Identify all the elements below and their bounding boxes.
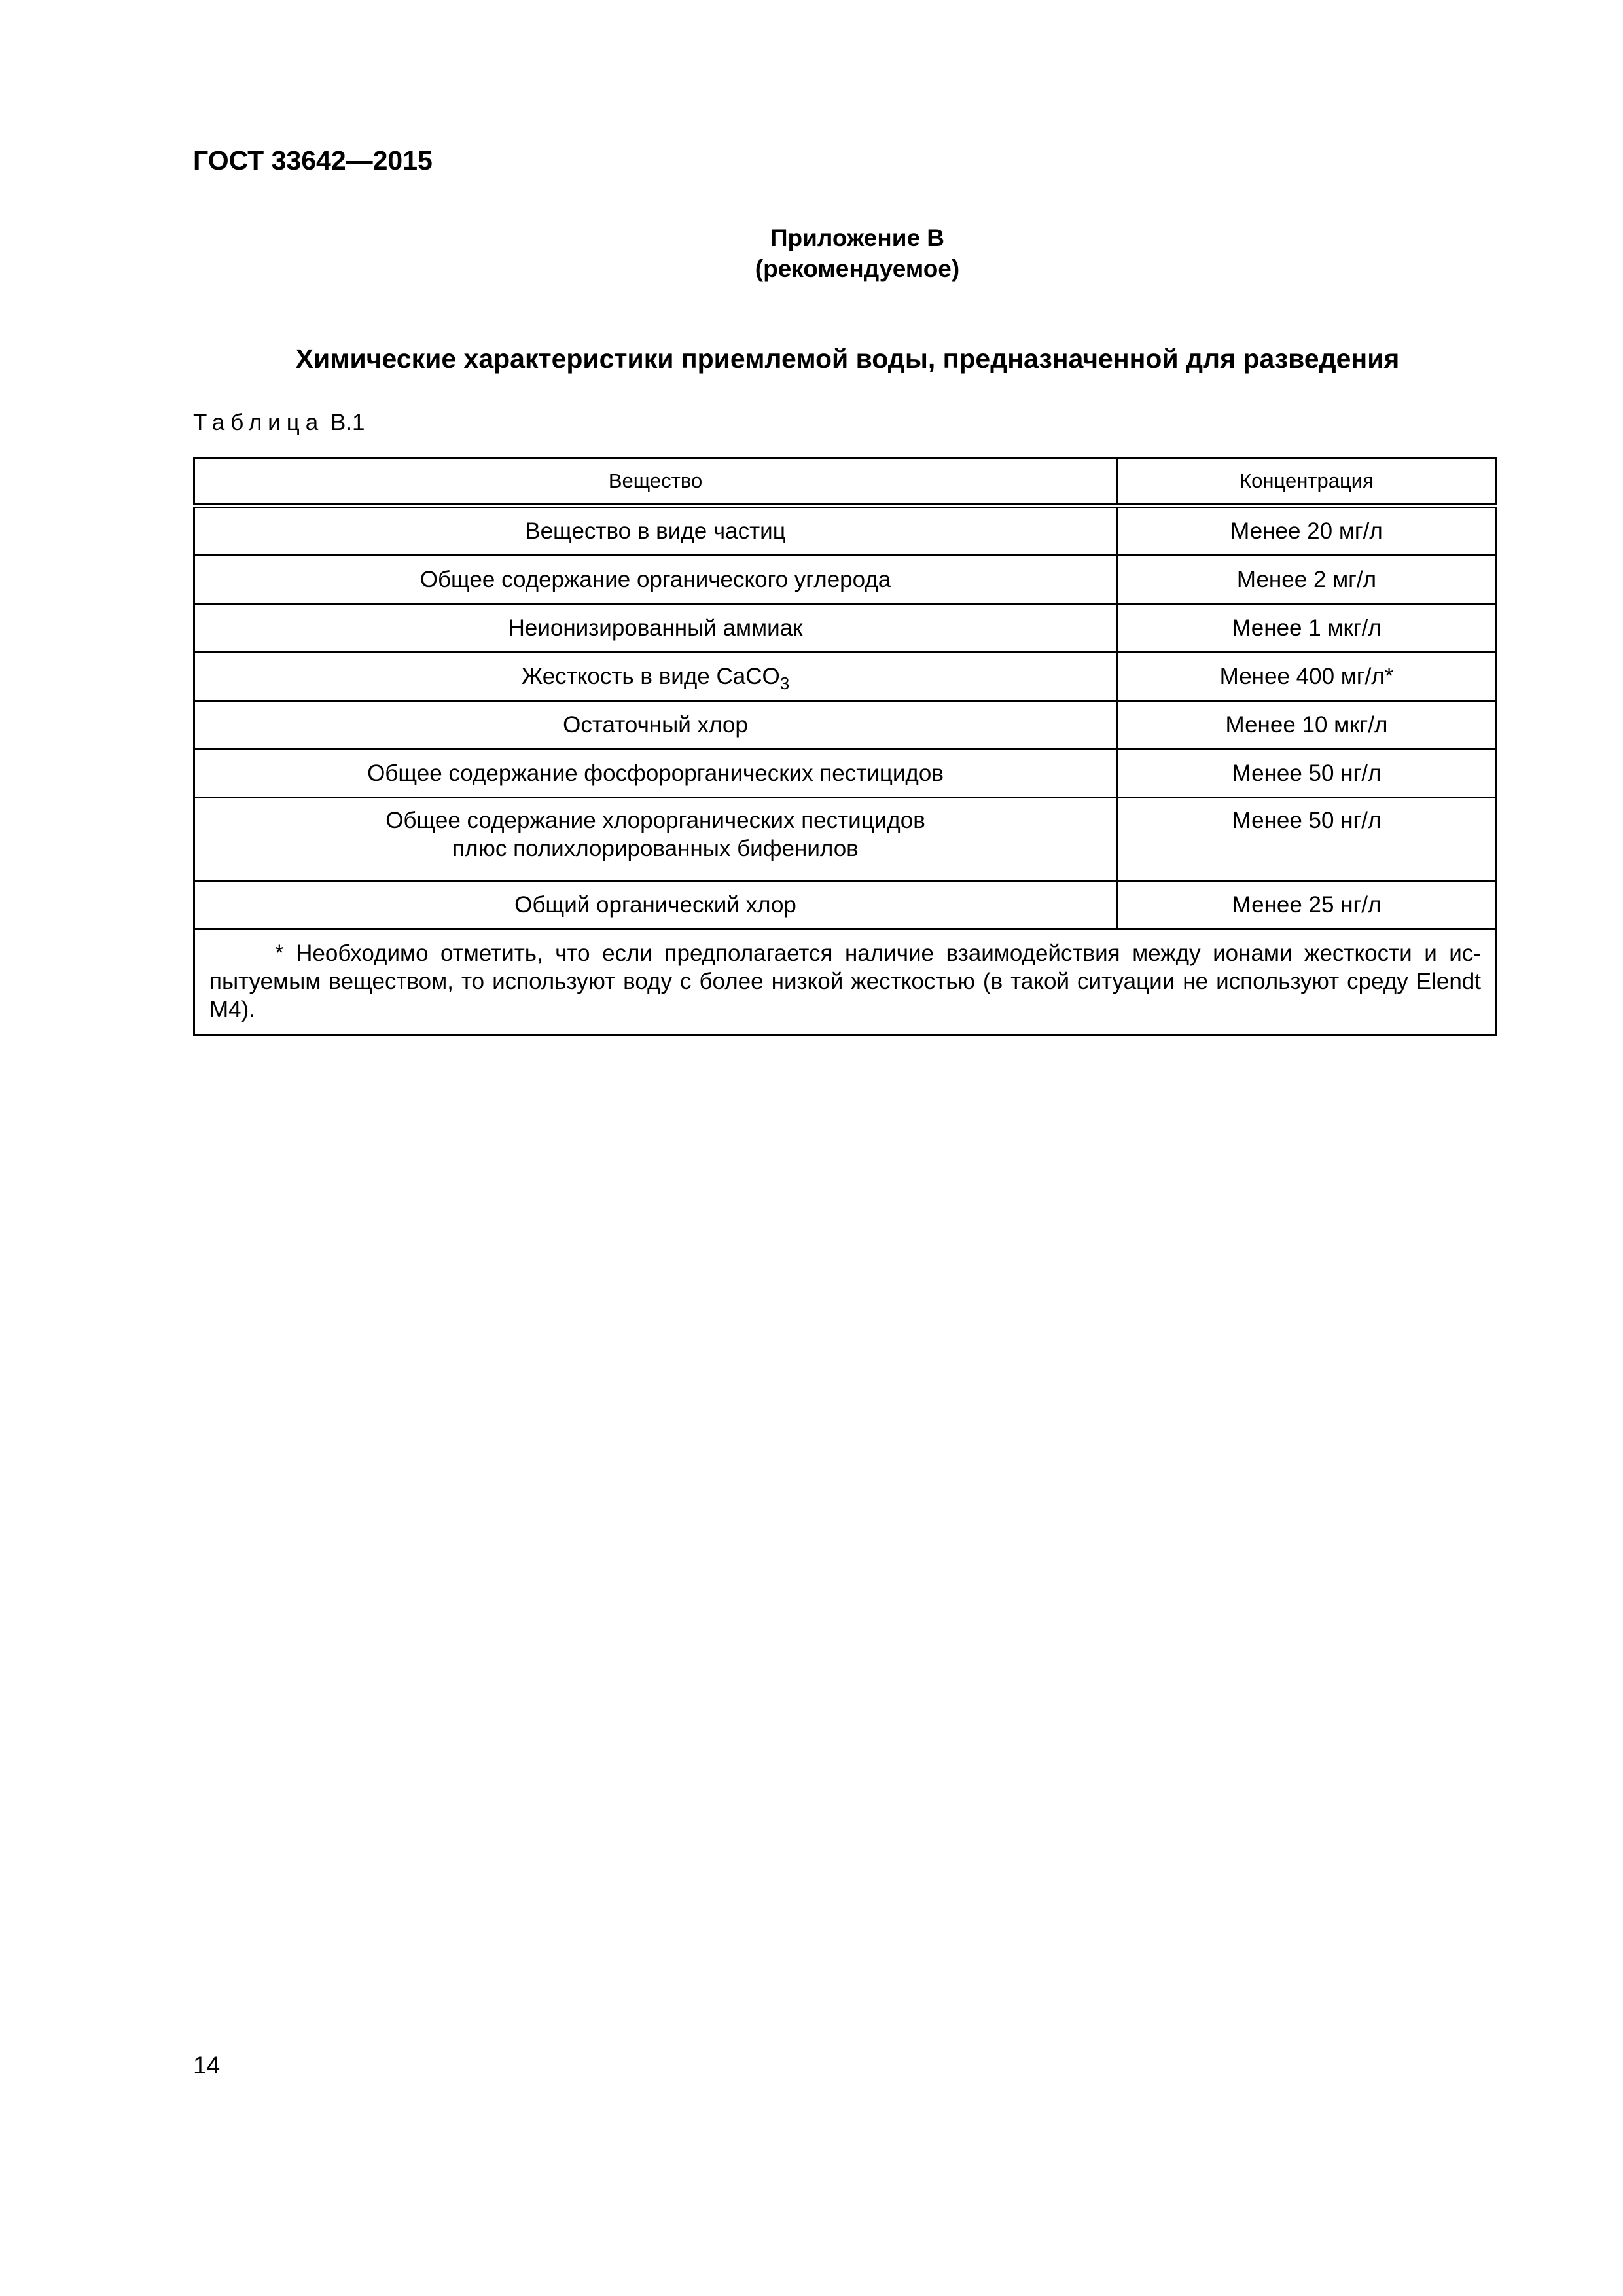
table-label-word: Таблица bbox=[193, 410, 325, 435]
cell-substance: Вещество в виде частиц bbox=[194, 506, 1117, 556]
cell-substance: Общий органический хлор bbox=[194, 881, 1117, 929]
table-footnote-row bbox=[194, 929, 1497, 1035]
table-row bbox=[194, 881, 1497, 929]
table-row bbox=[194, 653, 1497, 701]
appendix-name: Приложение В bbox=[770, 224, 945, 251]
subscript-3: 3 bbox=[779, 673, 790, 693]
table-header-row bbox=[194, 458, 1497, 506]
cell-concentration: Менее 2 мг/л bbox=[1117, 556, 1497, 604]
cell-concentration: Менее 20 мг/л bbox=[1117, 506, 1497, 556]
cell-concentration: Менее 50 нг/л bbox=[1117, 749, 1497, 798]
cell-substance: Общее содержание фосфорорганических пестицидов bbox=[194, 749, 1117, 798]
table-row bbox=[194, 506, 1497, 556]
cell-substance: Остаточный хлор bbox=[194, 701, 1117, 749]
appendix-heading bbox=[681, 223, 1034, 284]
appendix-status: (рекомендуемое) bbox=[755, 255, 960, 282]
header-concentration: Концентрация bbox=[1117, 458, 1497, 506]
table-row bbox=[194, 701, 1497, 749]
table-row bbox=[194, 798, 1497, 881]
cell-substance-line-2: плюс полихлорированных бифенилов bbox=[452, 836, 859, 861]
cell-substance: Общее содержание органического углерода bbox=[194, 556, 1117, 604]
table-label-number: В.1 bbox=[330, 410, 365, 435]
table-footnote bbox=[194, 929, 1497, 1035]
cell-concentration: Менее 1 мкг/л bbox=[1117, 604, 1497, 653]
header-substance: Вещество bbox=[194, 458, 1117, 506]
cell-substance bbox=[194, 798, 1117, 881]
cell-substance-text: Жесткость в виде CaCO bbox=[521, 664, 780, 689]
document-code: ГОСТ 33642—2015 bbox=[193, 145, 433, 175]
cell-substance bbox=[194, 653, 1117, 701]
cell-concentration: Менее 25 нг/л bbox=[1117, 881, 1497, 929]
page-number: 14 bbox=[193, 2052, 221, 2079]
table-row bbox=[194, 556, 1497, 604]
cell-concentration: Менее 50 нг/л bbox=[1117, 798, 1497, 881]
table-row bbox=[194, 604, 1497, 653]
water-characteristics-table bbox=[193, 457, 1497, 1036]
cell-substance: Неионизированный аммиак bbox=[194, 604, 1117, 653]
table-label bbox=[193, 410, 365, 436]
cell-concentration: Менее 10 мкг/л bbox=[1117, 701, 1497, 749]
table-row bbox=[194, 749, 1497, 798]
footnote-text: * Необходимо отметить, что если предполагается наличие взаимодействия между ионами жесткости и испытуемым веществом, то используют воду с более низкой жесткостью (в такой ситуации не используют среду Elendt M4). bbox=[209, 941, 1481, 1022]
cell-substance-line-1: Общее содержание хлорорганических пестицидов bbox=[385, 808, 925, 833]
cell-concentration: Менее 400 мг/л* bbox=[1117, 653, 1497, 701]
appendix-title: Химические характеристики приемлемой воды, предназначенной для разведения bbox=[295, 344, 1400, 374]
